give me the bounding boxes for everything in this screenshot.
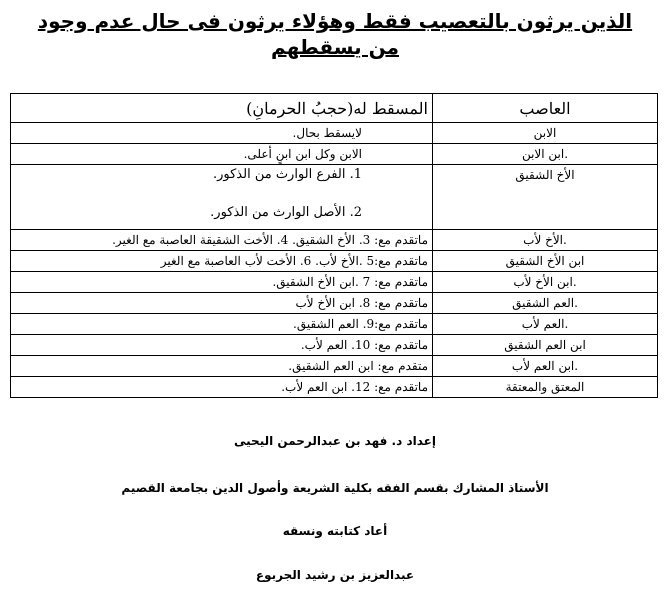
blocked-by-cell: ماتقدم مع: 7 .ابن الأخ الشقيق. (11, 272, 433, 293)
table-row (11, 123, 658, 144)
table-row (11, 356, 658, 377)
inheritance-table (10, 93, 658, 398)
credits-rewritten: أعاد كتابته ونسقه (282, 524, 388, 538)
table-row (11, 230, 658, 251)
blocked-by-cell: متقدم مع: ابن العم الشقيق. (11, 356, 433, 377)
blocked-by-cell: ماتقدم مع:5 .الأخ لأب. 6. الأخت لأب العاصبة مع الغير (11, 251, 433, 272)
heir-cell: .الأخ لأب (433, 230, 658, 251)
credits-rewriter: عبدالعزيز بن رشيد الجربوع (255, 568, 415, 582)
table-row (11, 377, 658, 398)
heir-cell: ابن العم الشقيق (433, 335, 658, 356)
heir-cell: المعتق والمعتقة (433, 377, 658, 398)
blocked-by-line: 1. الفرع الوارث من الذكور. (212, 167, 362, 182)
table-row (11, 293, 658, 314)
blocked-by-cell: ماتقدم مع: 12. ابن العم لأب. (11, 377, 433, 398)
credits-prepared-by: إعداد د. فهد بن عبدالرحمن اليحيى (234, 434, 436, 448)
blocked-by-cell: لايسقط بحال. (11, 123, 433, 144)
table-row (11, 144, 658, 165)
heir-cell: الأخ الشقيق (433, 165, 658, 230)
blocked-by-cell: ماتقدم مع: 8. ابن الأخ لأب (11, 293, 433, 314)
header-blocked-by: المسقط له(حجبُ الحرمانِ) (11, 94, 433, 123)
table-row (11, 251, 658, 272)
blocked-by-cell: الابن وكل ابن ابنٍ أعلى. (11, 144, 433, 165)
document-title: الذين يرثون بالتعصيب فقط وهؤلاء يرثون فى حال عدم وجود من يسقطهم (37, 9, 633, 59)
heir-cell: .ابن الابن (433, 144, 658, 165)
table-row (11, 314, 658, 335)
table-row (11, 165, 658, 230)
heir-cell: الابن (433, 123, 658, 144)
blocked-by-cell: ماتقدم مع: 10. العم لأب. (11, 335, 433, 356)
header-heir: العاصب (433, 94, 658, 123)
table-header-row (11, 94, 658, 123)
heir-cell: .العم لأب (433, 314, 658, 335)
blocked-by-cell: ماتقدم مع: 3. الأخ الشقيق. 4. الأخت الشقيقة العاصبة مع الغير. (11, 230, 433, 251)
heir-cell: .العم الشقيق (433, 293, 658, 314)
blocked-by-cell: ماتقدم مع:9. العم الشقيق. (11, 314, 433, 335)
table-row (11, 272, 658, 293)
heir-cell: ابن الأخ الشقيق (433, 251, 658, 272)
blocked-by-line: 2. الأصل الوارث من الذكور. (210, 205, 362, 220)
heir-cell: .ابن الأخ لأب (433, 272, 658, 293)
table-row (11, 335, 658, 356)
blocked-by-cell (11, 165, 433, 230)
credits-position: الأستاذ المشارك بقسم الفقه بكلية الشريعة وأصول الدين بجامعة القصيم (121, 481, 549, 495)
heir-cell: .ابن العم لأب (433, 356, 658, 377)
